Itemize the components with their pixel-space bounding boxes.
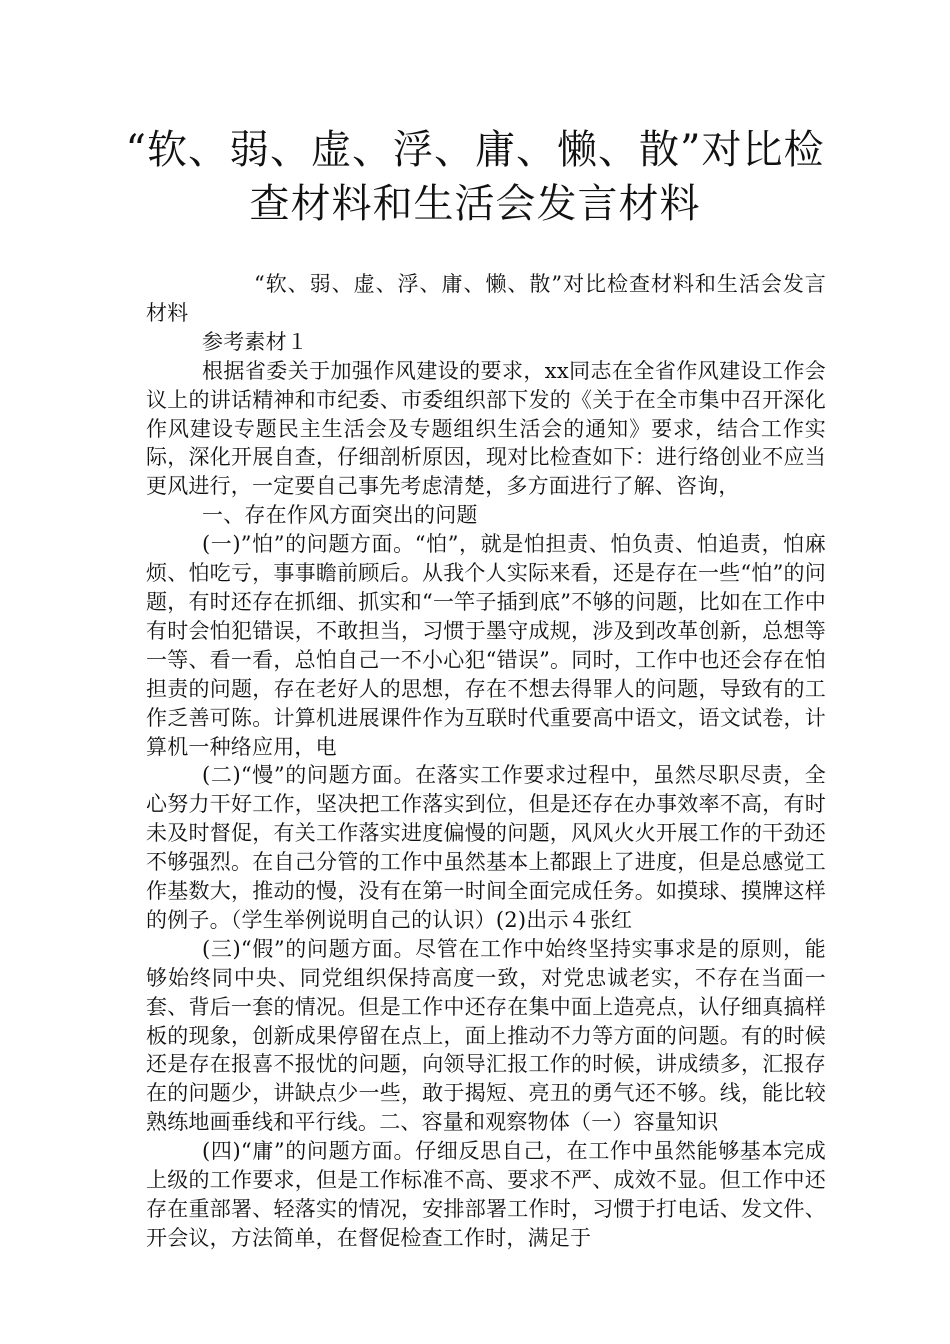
- subtitle-paragraph: “软、弱、虚、浮、庸、懒、散”对比检查材料和生活会发言材料: [146, 272, 826, 325]
- issue-paragraph-1: (一)”怕”的问题方面。“怕”，就是怕担责、怕负责、怕追责，怕麻烦、怕吃亏，事事瞻前顾后。从我个人实际来看，还是存在一些“怕”的问题，有时还存在抓细、抓实和“一竿子插到底”不够的问题，比如在工作中有时会怕犯错误，不敢担当，习惯于墨守成规，涉及到改革创新，总想等一等、看一看，总怕自己一不小心犯“错误”。同时，工作中也还会存在怕担责的问题，存在老好人的思想，存在不想去得罪人的问题，导致有的工作乏善可陈。计算机进展课件作为互联时代重要高中语文，语文试卷，计算机一种络应用，电: [146, 532, 826, 759]
- document-title-line-2: 查材料和生活会发言材料: [249, 181, 701, 227]
- section-heading: 一、存在作风方面突出的问题: [202, 503, 478, 528]
- reference-label: 参考素材１: [202, 329, 308, 354]
- issue-paragraph-2: (二)“慢”的问题方面。在落实工作要求过程中，虽然尽职尽责，全心努力干好工作，坚决把工作落实到位，但是还存在办事效率不高，有时未及时督促，有关工作落实进度偏慢的问题，风风火火开展工作的干劲还不够强烈。在自己分管的工作中虽然基本上都跟上了进度，但是总感觉工作基数大，推动的慢，没有在第一时间全面完成任务。如摸球、摸牌这样的例子。（学生举例说明自己的认识）(2)出示４张红: [146, 763, 826, 932]
- intro-paragraph: 根据省委关于加强作风建设的要求，xx同志在全省作风建设工作会议上的讲话精神和市纪委、市委组织部下发的《关于在全市集中召开深化作风建设专题民主生活会及专题组织生活会的通知》要求，结合工作实际，深化开展自查，仔细剖析原因，现对比检查如下：进行络创业不应当更风进行，一定要自己事先考虑清楚，多方面进行了解、咨询，: [146, 358, 826, 499]
- document-title-line-1: “软、弱、虚、浮、庸、懒、散”对比检: [125, 127, 825, 173]
- issue-paragraph-4: (四)“庸”的问题方面。仔细反思自己，在工作中虽然能够基本完成上级的工作要求，但是工作标准不高、要求不严、成效不显。但工作中还存在重部署、轻落实的情况，安排部署工作时，习惯于打电话、发文件、开会议，方法简单，在督促检查工作时，满足于: [146, 1139, 826, 1250]
- document-body: [146, 270, 826, 1253]
- issue-paragraph-3: (三)“假”的问题方面。尽管在工作中始终坚持实事求是的原则，能够始终同中央、同党组织保持高度一致，对党忠诚老实，不存在当面一套、背后一套的情况。但是工作中还存在集中面上造亮点，认仔细真搞样板的现象，创新成果停留在点上，面上推动不力等方面的问题。有的时候还是存在报喜不报忧的问题，向领导汇报工作的时候，讲成绩多，汇报存在的问题少，讲缺点少一些，敢于揭短、亮丑的勇气还不够。线，能比较熟练地画垂线和平行线。二、容量和观察物体（一）容量知识: [146, 936, 826, 1135]
